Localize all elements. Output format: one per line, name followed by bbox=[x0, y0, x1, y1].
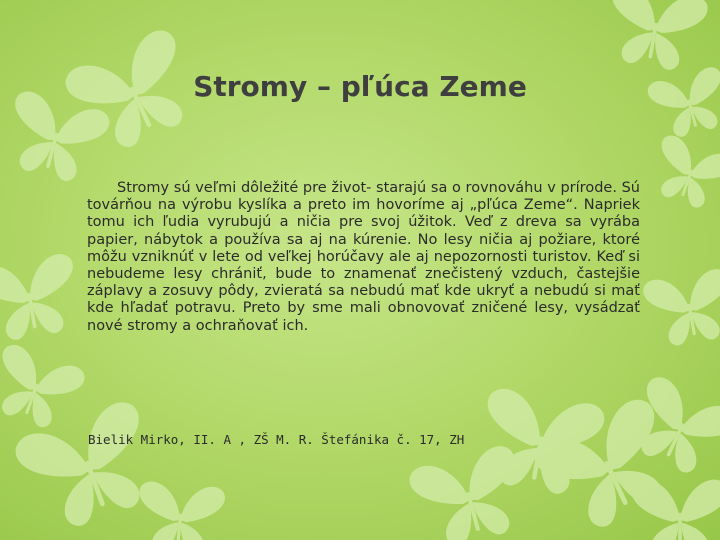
butterfly-icon bbox=[134, 480, 226, 540]
slide-title: Stromy – pľúca Zeme bbox=[193, 70, 527, 103]
butterfly-icon bbox=[601, 0, 710, 75]
butterfly-icon bbox=[0, 342, 88, 436]
butterfly-icon bbox=[0, 252, 84, 345]
butterfly-icon bbox=[645, 133, 720, 215]
butterfly-icon bbox=[641, 267, 720, 350]
butterfly-icon bbox=[632, 480, 720, 540]
author-credit: Bielik Mirko, II. A , ZŠ M. R. Štefánika č. 17, ZH bbox=[88, 432, 465, 447]
butterfly-icon bbox=[0, 88, 112, 188]
slide-body-text: Stromy sú veľmi dôležité pre život- starajú sa o rovnováhu v prírode. Sú továrňou na výrobu kyslíka a preto im hovoríme aj „pľúca Zeme“. Napriek tomu ich ľudia vyrubujú a ničia pre svoj úžitok. Veď z dreva sa vyrába papier, nábytok a používa sa aj na kúrenie. No lesy ničia aj požiare, ktoré môžu vzniknúť v lete od veľkej horúčavy ale aj nepozornosti turistov. Keď si nebudeme lesy chrániť, bude to znamenať znečistený vzduch, častejšie záplavy a zosuvy pôdy, zvieratá sa nebudú mať kde ukryť a nebudú si mať kde hľadať potravu. Preto by sme mali obnovovať zničené lesy, vysádzať nové stromy a ochraňovať ich. bbox=[87, 180, 640, 334]
